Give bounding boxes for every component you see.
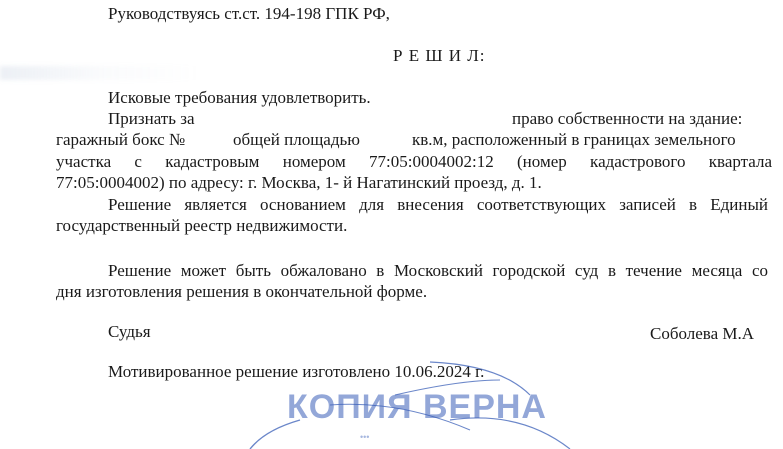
paragraph-claims-satisfied: Исковые требования удовлетворить. [108, 88, 371, 107]
scan-smudge [0, 66, 200, 80]
recognize-label: Признать за [108, 109, 195, 128]
address-line: 77:05:0004002) по адресу: г. Москва, 1- й Нагатинский проезд, д. 1. [56, 173, 542, 192]
stamp-small-text: ••• [360, 432, 370, 442]
judge-label: Судья [108, 322, 151, 341]
ownership-right-text: право собственности на здание: [512, 109, 743, 128]
decision-heading: Р Е Ш И Л: [393, 46, 486, 65]
cadastral-number-line: участка с кадастровым номером 77:05:0004002:12 (номер кадастрового квартала [56, 152, 772, 171]
total-area-label: общей площадью [233, 130, 360, 149]
intro-line: Руководствуясь ст.ст. 194-198 ГПК РФ, [108, 4, 390, 23]
garage-box-label: гаражный бокс № [56, 130, 186, 149]
basis-line-1: Решение является основанием для внесения соответствующих записей в Единый [108, 195, 768, 214]
judge-name: Соболева М.А [650, 324, 755, 343]
appeal-line-2: дня изготовления решения в окончательной форме. [56, 282, 428, 301]
stamp-text: КОПИЯ ВЕРНА [287, 388, 547, 426]
appeal-line-1: Решение может быть обжаловано в Московский городской суд в течение месяца со [108, 261, 768, 280]
area-unit-location-text: кв.м, расположенный в границах земельного [412, 130, 736, 149]
reasoned-decision-line: Мотивированное решение изготовлено 10.06.2024 г. [108, 362, 485, 381]
basis-line-2: государственный реестр недвижимости. [56, 216, 348, 235]
